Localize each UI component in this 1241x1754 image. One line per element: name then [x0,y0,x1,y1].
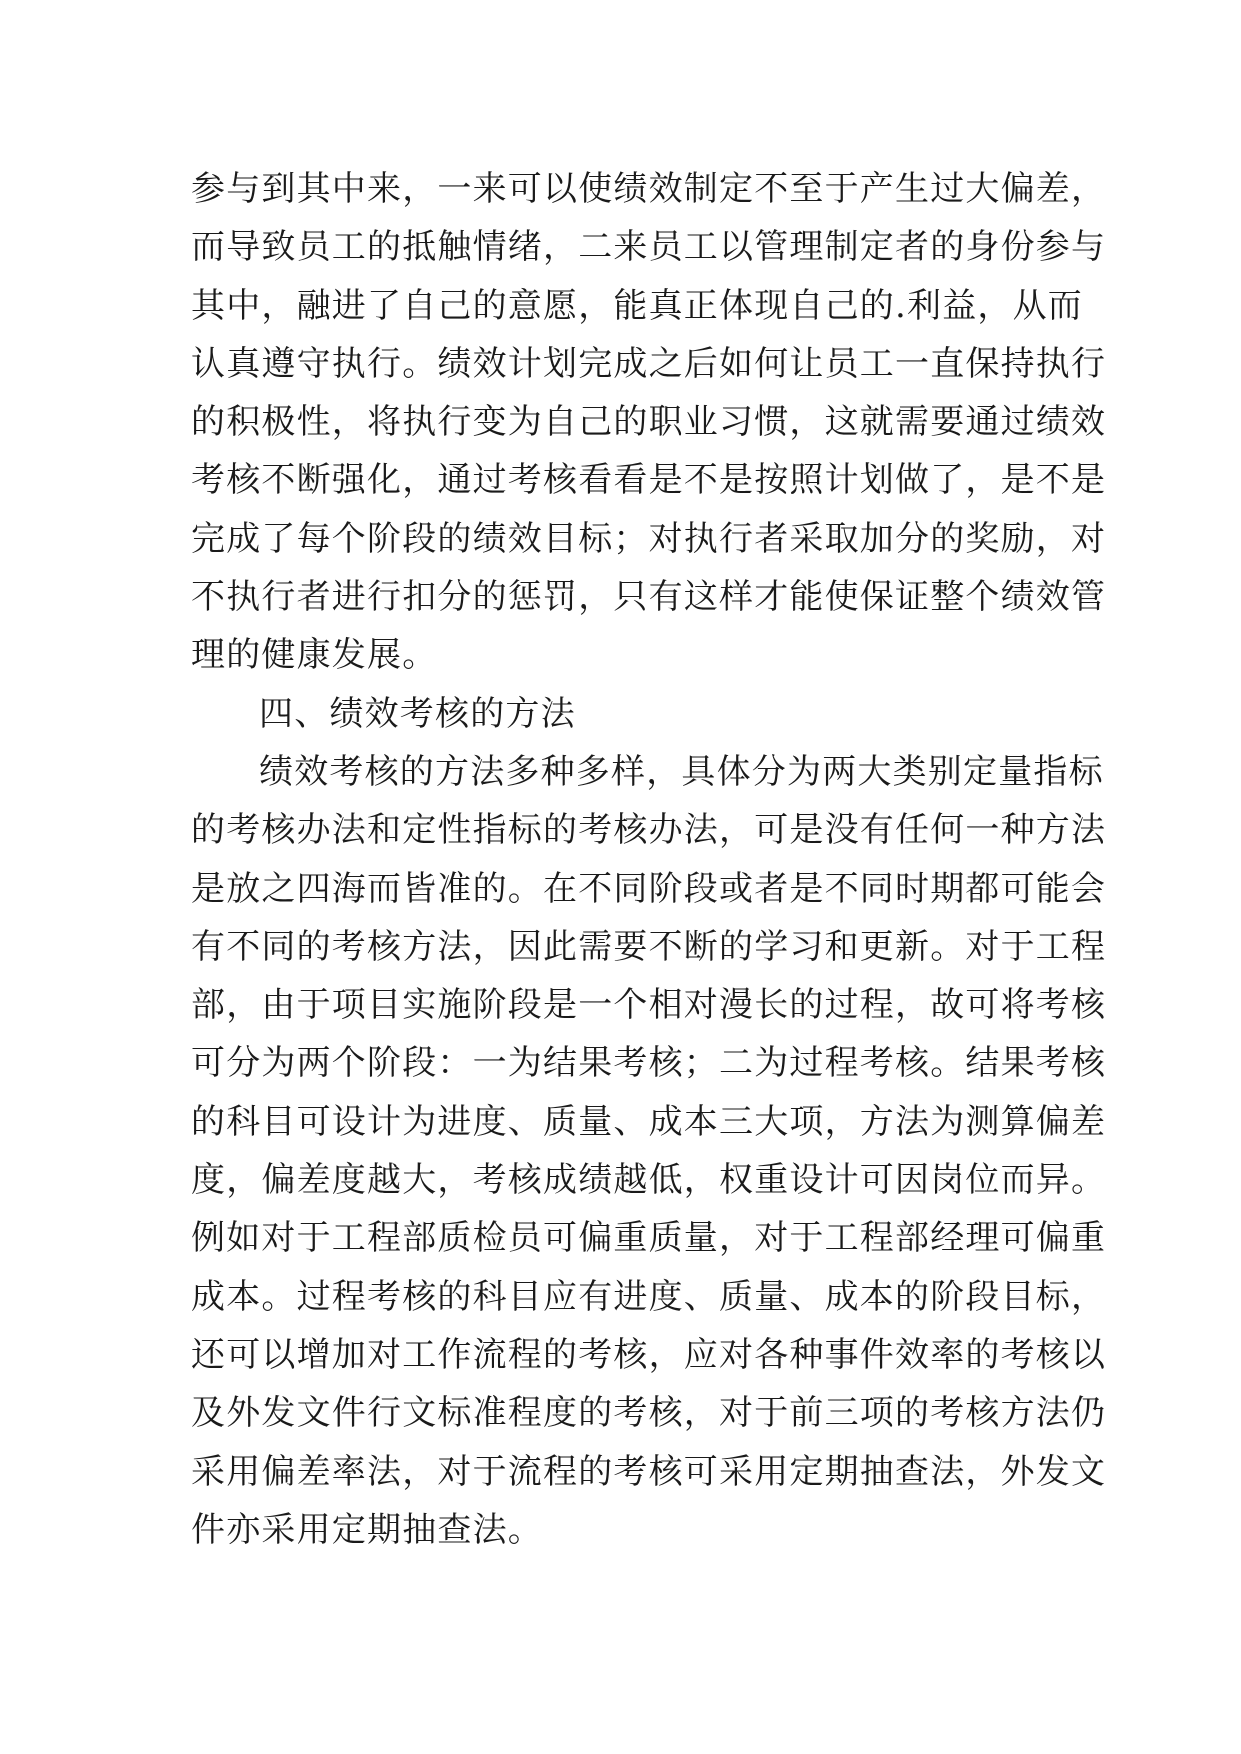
paragraph-line: 其中，融进了自己的意愿，能真正体现自己的.利益，从而 [191,285,1084,326]
paragraph-line: 及外发文件行文标准程度的考核，对于前三项的考核方法仍 [191,1393,1107,1434]
paragraph-line: 的考核办法和定性指标的考核办法，可是没有任何一种方法 [191,810,1107,851]
document-body [191,160,1107,1559]
paragraph-line: 部，由于项目实施阶段是一个相对漫长的过程，故可将考核 [191,985,1107,1026]
paragraph-line: 件亦采用定期抽查法。 [191,1509,543,1550]
paragraph-line: 有不同的考核方法，因此需要不断的学习和更新。对于工程 [191,926,1107,967]
paragraph-line: 绩效考核的方法多种多样，具体分为两大类别定量指标 [259,751,1104,792]
paragraph-line: 度，偏差度越大，考核成绩越低，权重设计可因岗位而异。 [191,1160,1107,1201]
paragraph-line: 完成了每个阶段的绩效目标；对执行者采取加分的奖励，对 [191,518,1107,559]
paragraph-line: 参与到其中来，一来可以使绩效制定不至于产生过大偏差， [191,169,1107,209]
section-heading: 四、绩效考核的方法 [259,693,576,734]
paragraph-line: 认真遵守执行。绩效计划完成之后如何让员工一直保持执行 [191,343,1107,384]
paragraph-line: 的积极性，将执行变为自己的职业习惯，这就需要通过绩效 [191,402,1107,443]
paragraph-line: 成本。过程考核的科目应有进度、质量、成本的阶段目标， [191,1276,1107,1317]
paragraph-line: 还可以增加对工作流程的考核，应对各种事件效率的考核以 [191,1334,1107,1375]
paragraph-line: 的科目可设计为进度、质量、成本三大项，方法为测算偏差 [191,1101,1107,1142]
paragraph-line: 不执行者进行扣分的惩罚，只有这样才能使保证整个绩效管 [191,577,1107,618]
paragraph-line: 采用偏差率法，对于流程的考核可采用定期抽查法，外发文 [191,1451,1107,1492]
paragraph-line: 可分为两个阶段：一为结果考核；二为过程考核。结果考核 [191,1043,1107,1084]
paragraph-line: 考核不断强化，通过考核看看是不是按照计划做了，是不是 [191,460,1107,501]
paragraph-line: 理的健康发展。 [191,635,438,676]
paragraph-line: 是放之四海而皆准的。在不同阶段或者是不同时期都可能会 [191,868,1107,909]
paragraph-line: 而导致员工的抵触情绪，二来员工以管理制定者的身份参与 [191,227,1107,268]
paragraph-line: 例如对于工程部质检员可偏重质量，对于工程部经理可偏重 [191,1218,1107,1259]
